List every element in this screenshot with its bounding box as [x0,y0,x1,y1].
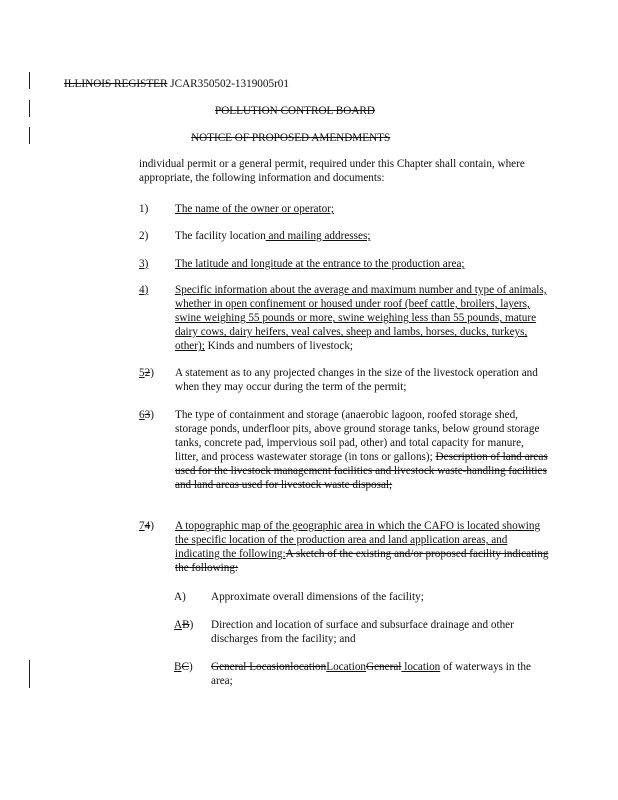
sub-item [174,618,549,648]
list-item [139,229,549,245]
sub-item-text-inserted: location [401,661,441,673]
register-header [64,78,289,91]
sub-item-letter: A) [174,591,186,603]
item-text-inserted: and mailing addresses; [265,230,371,242]
item-number: 63) [139,409,154,421]
sub-item-text-inserted: Location [326,661,367,673]
sub-item-text: Approximate overall dimensions of the facility; [211,591,424,603]
item-text: The type of containment and storage (anaerobic lagoon, roofed storage shed, storage ponds, underfloor pits, above ground storage tanks, below ground storage tanks, concrete pad, impervious soil pad, other) and total capacity for manure, litter, and process wastewater storage (in tons or gallons); [175,409,540,464]
list-item [139,408,549,508]
sub-item-letter: BC) [174,661,193,673]
sub-item-text: Direction and location of surface and subsurface drainage and other discharges from the facility; and [211,619,514,646]
intro-paragraph [139,157,549,185]
item-number: 2) [139,230,149,242]
sub-item [174,590,549,606]
sub-item-text-deleted: General [366,661,402,673]
item-text: The name of the owner or operator; [175,203,335,215]
sub-item-letter: AB) [174,619,194,631]
item-text-inserted: Specific information about the average and maximum number and type of animals, whether in open confinement or housed under roof (beef cattle, broilers, layers, swine weighing 55 pounds or more, swine weighing less than 55 pounds, mature dairy cows, dairy heifers, veal calves, sheep and lambs, horses, ducks, turkeys, other); [175,284,547,353]
item-text-inserted: A topographic map of the geographic area in which the CAFO is located showing the specific location of the production area and land application areas, and indicating the following: [175,520,541,561]
change-bar [29,660,30,688]
item-number: 3) [139,258,149,270]
item-number: 74) [139,520,154,532]
item-number: 52) [139,367,154,379]
sub-item-text-deleted: General Locasionlocation [211,661,327,673]
item-text: The latitude and longitude at the entrance to the production area; [175,258,465,270]
sub-item-text: of waterways in the area; [211,661,531,688]
board-header [215,105,375,118]
item-text: Kinds and numbers of livestock; [204,340,354,353]
item-text-deleted: Description of land areas used for the livestock management facilities and livestock waste-handling facilities and land areas used for livestock waste disposal; [175,451,548,492]
board-title: POLLUTION CONTROL BOARD [215,105,375,117]
sub-item [174,660,549,690]
change-bar [29,100,30,117]
list-item [139,283,549,355]
list-item [139,202,549,218]
list-item [139,366,549,396]
register-title-struck: ILLINOIS REGISTER [64,78,168,90]
item-text: The facility location [175,230,266,242]
list-item [139,257,549,273]
register-code: JCAR350502-1319005r01 [170,78,289,90]
intro-text: individual permit or a general permit, required under this Chapter shall contain, where appropriate, the following information and documents: [139,158,525,185]
list-item [139,519,549,577]
change-bar [29,72,30,89]
notice-title: NOTICE OF PROPOSED AMENDMENTS [191,132,391,144]
change-bar [29,127,30,144]
item-number: 1) [139,203,149,215]
item-number: 4) [139,284,149,296]
item-text-deleted: A sketch of the existing and/or proposed facility indicating the following: [175,548,549,575]
notice-header [191,132,390,145]
item-text: A statement as to any projected changes in the size of the livestock operation and when they may occur during the term of the permit; [175,367,538,394]
